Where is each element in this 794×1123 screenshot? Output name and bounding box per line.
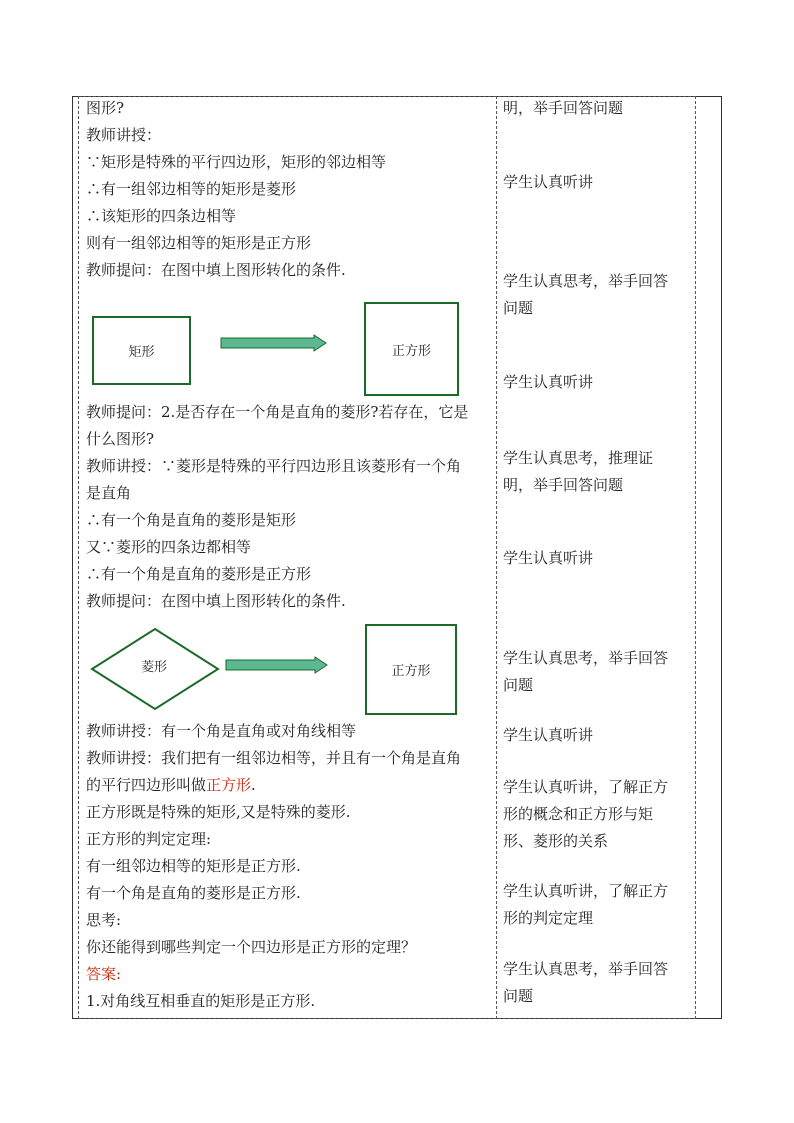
- student-line: 明，举手回答问题: [503, 99, 624, 117]
- student-line: 学生认真思考，举手回答: [503, 649, 669, 667]
- teacher-line: ∵矩形是特殊的平行四边形，矩形的邻边相等: [86, 153, 387, 171]
- teacher-line: 有一组邻边相等的矩形是正方形.: [86, 857, 301, 875]
- teacher-line: 正方形既是特殊的矩形,又是特殊的菱形.: [86, 803, 351, 821]
- teacher-line: ∴有一个角是直角的菱形是正方形: [86, 565, 312, 583]
- teacher-line: 你还能得到哪些判定一个四边形是正方形的定理？: [86, 938, 417, 956]
- definition-period: .: [251, 776, 256, 794]
- teacher-line: 教师提问：在图中填上图形转化的条件.: [86, 592, 346, 610]
- rectangle-label: 矩形: [128, 345, 155, 360]
- student-line: 形、菱形的关系: [503, 832, 609, 850]
- student-line: 形的判定定理: [503, 909, 594, 927]
- arrow-icon: [225, 656, 329, 674]
- square-shape: [364, 302, 459, 396]
- student-line: 学生认真思考，举手回答: [503, 960, 669, 978]
- teacher-line: 什么图形?: [86, 430, 155, 448]
- column-divider: [496, 96, 497, 1019]
- arrow-icon: [220, 334, 328, 352]
- student-line: 学生认真思考，举手回答: [503, 272, 669, 290]
- teacher-line: 又∵菱形的四条边都相等: [86, 538, 252, 556]
- square-label: 正方形: [391, 664, 431, 679]
- teacher-line: 教师讲授：: [86, 126, 162, 144]
- square-shape: [365, 624, 457, 715]
- table-bottom-line: [78, 1018, 696, 1019]
- teacher-line: 教师讲授：我们把有一组邻边相等，并且有一个角是直角: [86, 749, 462, 767]
- column-divider-right: [695, 96, 696, 1019]
- teacher-line: 1.对角线互相垂直的矩形是正方形.: [86, 992, 316, 1010]
- student-line: 学生认真听讲: [503, 726, 594, 744]
- table-left-border: [78, 96, 79, 1019]
- teacher-line: 有一个角是直角的菱形是正方形.: [86, 884, 301, 902]
- student-line: 形的概念和正方形与矩: [503, 805, 654, 823]
- student-line: 学生认真听讲: [503, 173, 594, 191]
- rectangle-shape: [92, 316, 191, 385]
- student-line: 学生认真听讲，了解正方: [503, 882, 669, 900]
- teacher-line: 教师提问：在图中填上图形转化的条件.: [86, 261, 346, 279]
- teacher-line: 则有一组邻边相等的矩形是正方形: [86, 234, 312, 252]
- square-label: 正方形: [391, 343, 431, 359]
- teacher-line: 思考:: [86, 911, 122, 929]
- teacher-line: 教师讲授：有一个角是直角或对角线相等: [86, 722, 357, 740]
- answer-heading: 答案:: [86, 965, 122, 983]
- teacher-line: 教师提问：2.是否存在一个角是直角的菱形?若存在，它是: [86, 403, 469, 421]
- highlight-term: 正方形: [206, 776, 252, 794]
- student-line: 问题: [503, 676, 534, 694]
- teacher-line: 教师讲授：∵菱形是特殊的平行四边形且该菱形有一个角: [86, 457, 462, 475]
- teacher-line: 是直角: [86, 484, 132, 502]
- student-line: 学生认真听讲: [503, 373, 594, 391]
- rhombus-label: 菱形: [141, 660, 168, 675]
- student-line: 学生认真思考，推理证: [503, 449, 654, 467]
- teacher-line: 图形?: [86, 99, 125, 117]
- teacher-line: 正方形的判定定理:: [86, 830, 212, 848]
- student-line: 明，举手回答问题: [503, 476, 624, 494]
- student-line: 问题: [503, 987, 534, 1005]
- definition-text: 的平行四边形叫做: [86, 776, 207, 794]
- teacher-line: ∴有一组邻边相等的矩形是菱形: [86, 180, 297, 198]
- student-line: 问题: [503, 299, 534, 317]
- teacher-line: ∴有一个角是直角的菱形是矩形: [86, 511, 297, 529]
- student-line: 学生认真听讲，了解正方: [503, 778, 669, 796]
- teacher-line: ∴该矩形的四条边相等: [86, 207, 237, 225]
- student-line: 学生认真听讲: [503, 549, 594, 567]
- teacher-line-definition: [86, 772, 256, 798]
